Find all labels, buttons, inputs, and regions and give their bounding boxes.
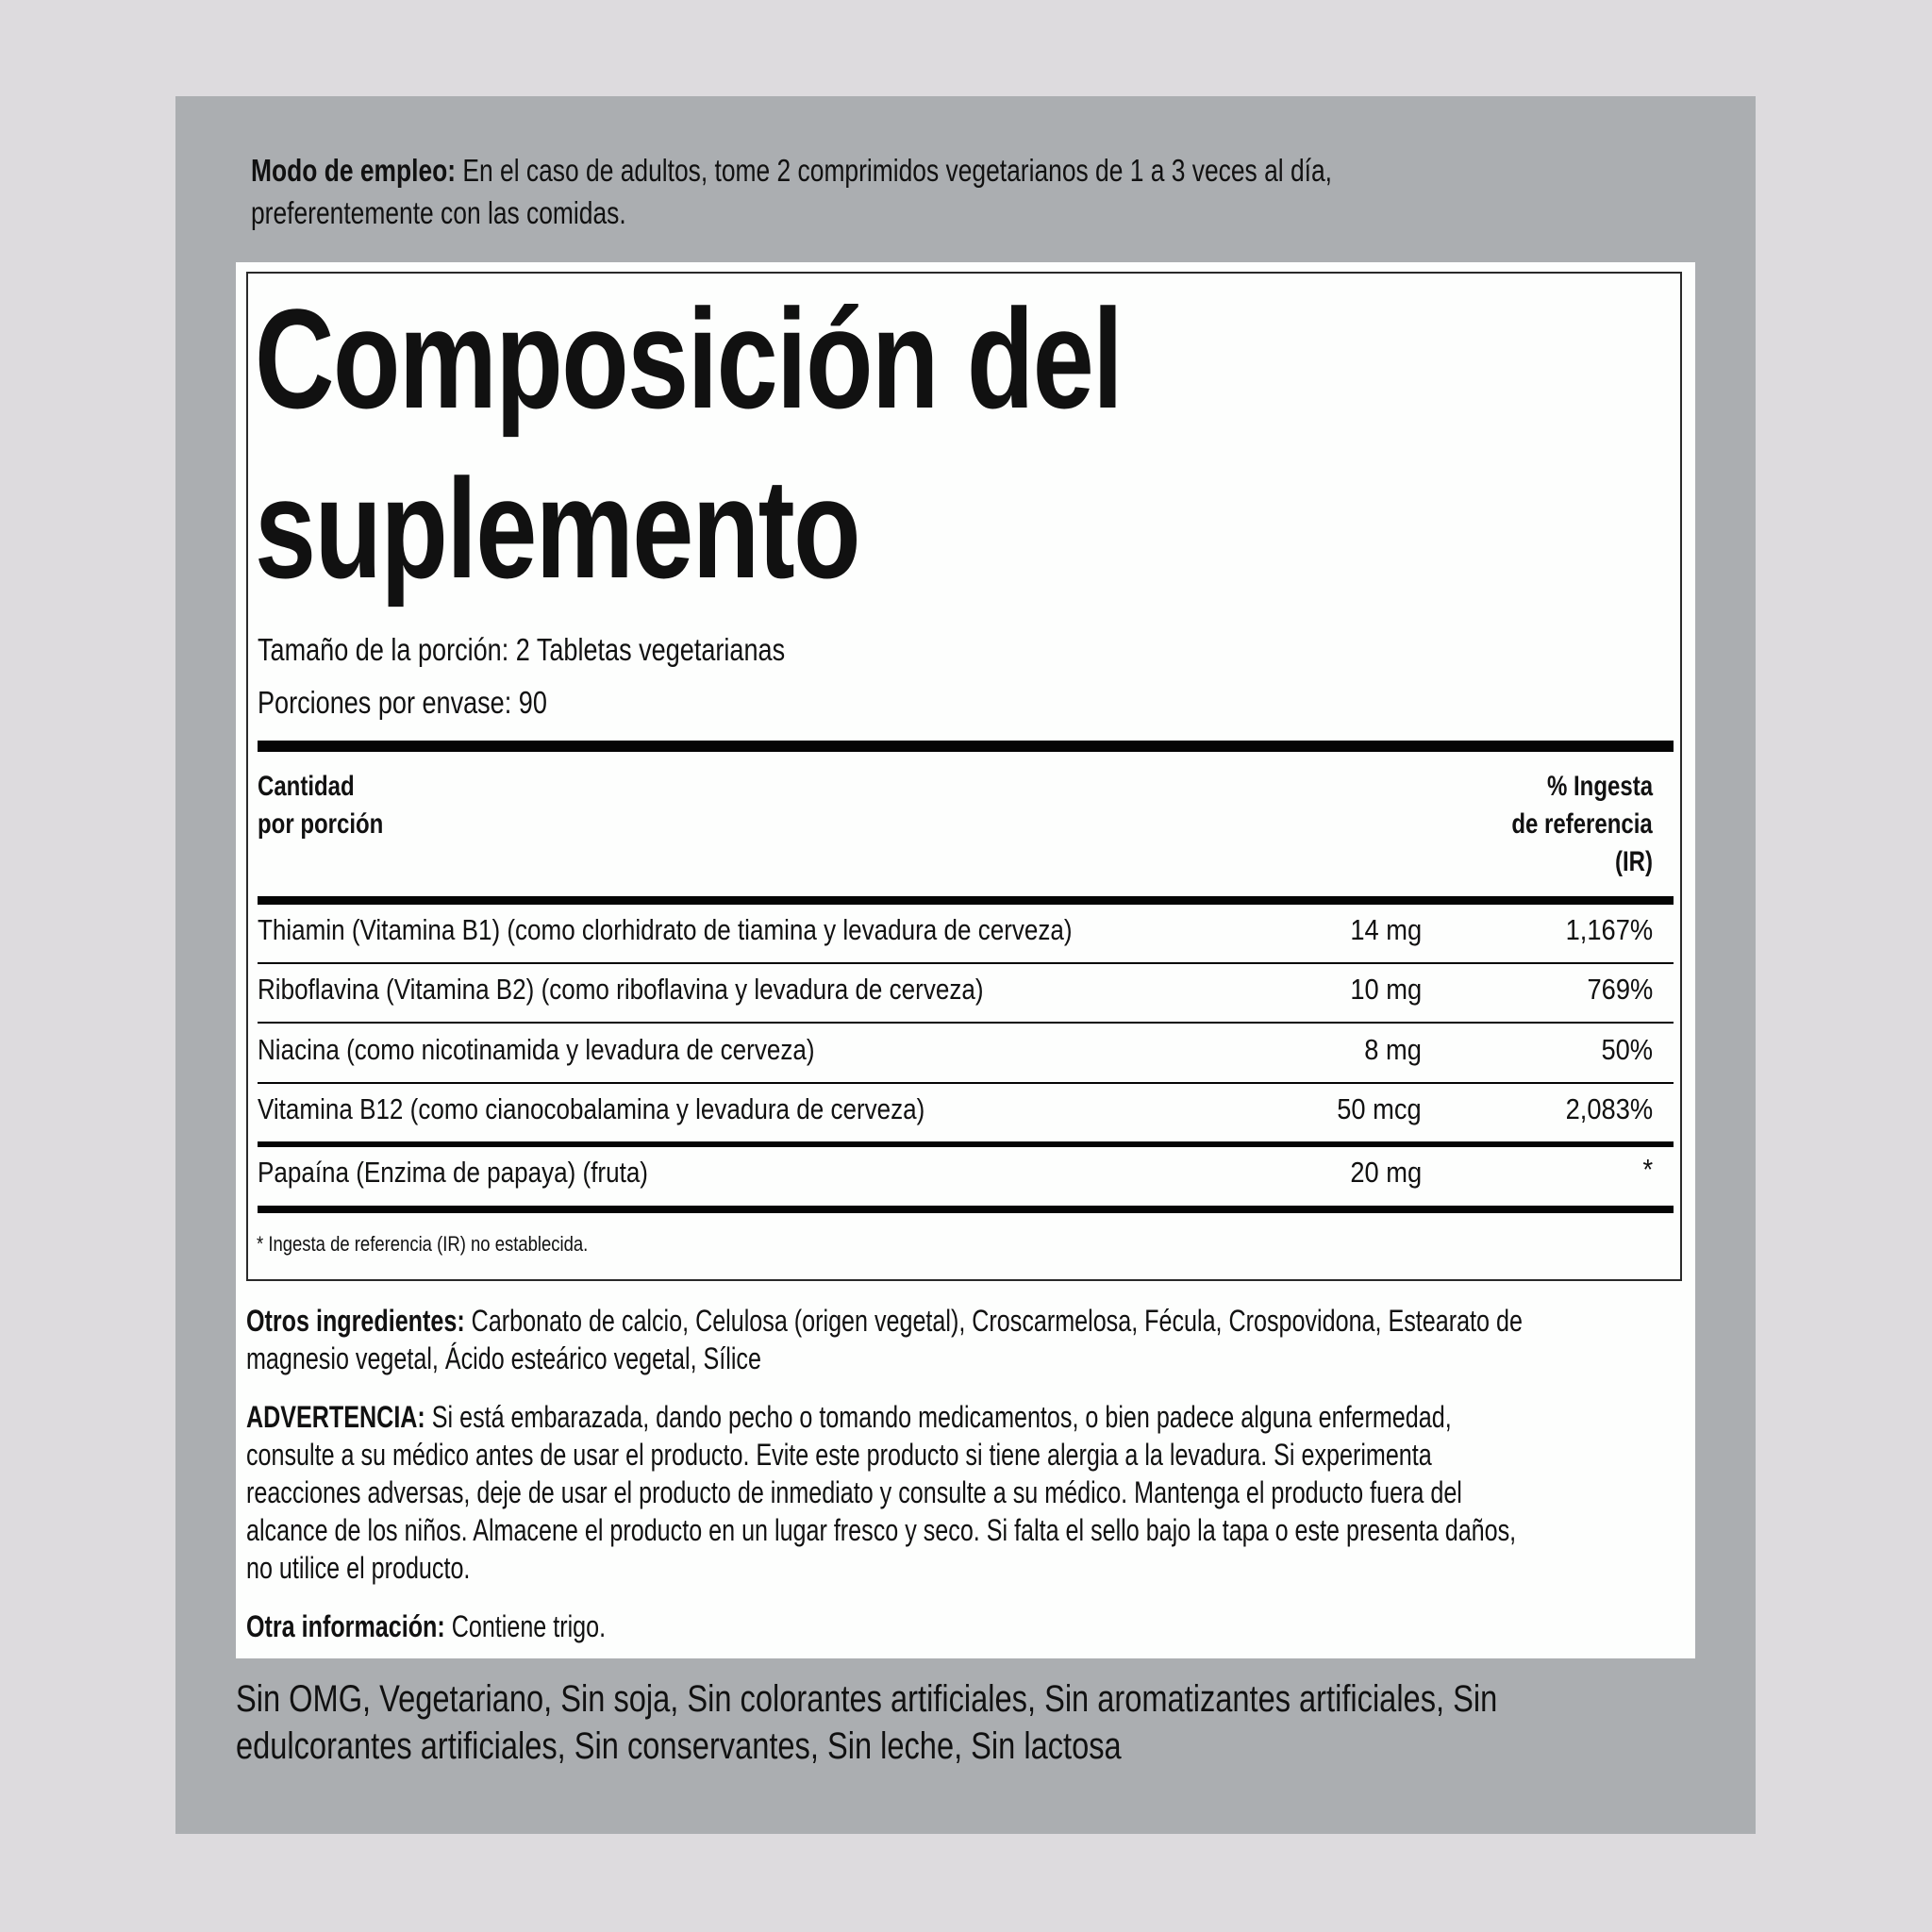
servings-per-container: Porciones por envase: 90 [258,685,547,720]
warning-line-4: alcance de los niños. Almacene el producto en un lugar fresco y seco. Si falta el sello bajo la tapa o este presenta daños, [246,1513,1517,1547]
facts-title-line-2: suplemento [255,449,859,608]
warning-text: Si está embarazada, dando pecho o tomando medicamentos, o bien padece alguna enfermedad, [425,1400,1452,1434]
nutrient-name: Papaína (Enzima de papaya) (fruta) [258,1156,648,1189]
warning-line-1 [246,1400,1452,1435]
nutrient-percent: 2,083% [1565,1092,1653,1125]
nutrient-amount: 8 mg [1364,1033,1422,1066]
header-amount-per-serving-1: Cantidad [258,771,355,802]
directions-line-2: preferentemente con las comidas. [251,195,626,230]
nutrient-name: Riboflavina (Vitamina B2) (como riboflavina y levadura de cerveza) [258,973,984,1006]
nutrient-name: Niacina (como nicotinamida y levadura de cerveza) [258,1033,815,1066]
serving-size: Tamaño de la porción: 2 Tabletas vegetarianas [258,632,786,667]
claims-line-2: edulcorantes artificiales, Sin conservantes, Sin leche, Sin lactosa [236,1725,1122,1767]
warning-line-2: consulte a su médico antes de usar el producto. Evite este producto si tiene alergia a la levadura. Si experimenta [246,1438,1432,1472]
row-divider [258,1082,1674,1084]
row-divider [258,962,1674,964]
warning-label: ADVERTENCIA: [246,1400,425,1434]
bottom-thick-divider [258,1206,1674,1213]
other-ingredients-line-2: magnesio vegetal, Ácido esteárico vegetal, Sílice [246,1341,761,1375]
facts-title-line-1: Composición del [255,279,1123,438]
other-ingredients-label: Otros ingredientes: [246,1304,465,1338]
nutrient-amount: 10 mg [1350,973,1422,1006]
directions-text: En el caso de adultos, tome 2 comprimidos vegetarianos de 1 a 3 veces al día, [456,153,1332,188]
header-amount-per-serving-2: por porción [258,808,384,840]
directions-line-1 [251,153,1332,189]
footnote: * Ingesta de referencia (IR) no establecida. [257,1232,589,1256]
nutrient-percent: 769% [1587,973,1653,1006]
other-info-line [246,1609,606,1644]
nutrient-amount: 14 mg [1350,913,1422,946]
other-info-label: Otra información: [246,1609,445,1643]
other-ingredients-line-1 [246,1304,1523,1339]
row-divider [258,1022,1674,1024]
header-divider [258,896,1674,905]
other-ingredients-text: Carbonato de calcio, Celulosa (origen vegetal), Croscarmelosa, Fécula, Crospovidona, Estearato de [464,1304,1523,1338]
nutrient-amount: 20 mg [1350,1156,1422,1189]
nutrient-percent: 50% [1601,1033,1653,1066]
warning-line-5: no utilice el producto. [246,1551,471,1585]
directions-label: Modo de empleo: [251,153,457,188]
nutrient-amount: 50 mcg [1337,1092,1422,1125]
claims-line-1: Sin OMG, Vegetariano, Sin soja, Sin colorantes artificiales, Sin aromatizantes artificiales, Sin [236,1678,1498,1720]
other-info-text: Contiene trigo. [444,1609,607,1643]
nutrient-percent: 1,167% [1565,913,1653,946]
thick-divider [258,741,1674,752]
nutrient-name: Vitamina B12 (como cianocobalamina y levadura de cerveza) [258,1092,925,1125]
section-divider [258,1141,1674,1147]
nutrient-name: Thiamin (Vitamina B1) (como clorhidrato de tiamina y levadura de cerveza) [258,913,1073,946]
header-reference-intake-2: de referencia [1511,808,1653,840]
nutrient-percent: * [1642,1153,1653,1186]
header-reference-intake-3: (IR) [1615,846,1653,877]
header-reference-intake-1: % Ingesta [1546,771,1653,802]
warning-line-3: reacciones adversas, deje de usar el producto de inmediato y consulte a su médico. Mantenga el producto fuera del [246,1475,1462,1509]
